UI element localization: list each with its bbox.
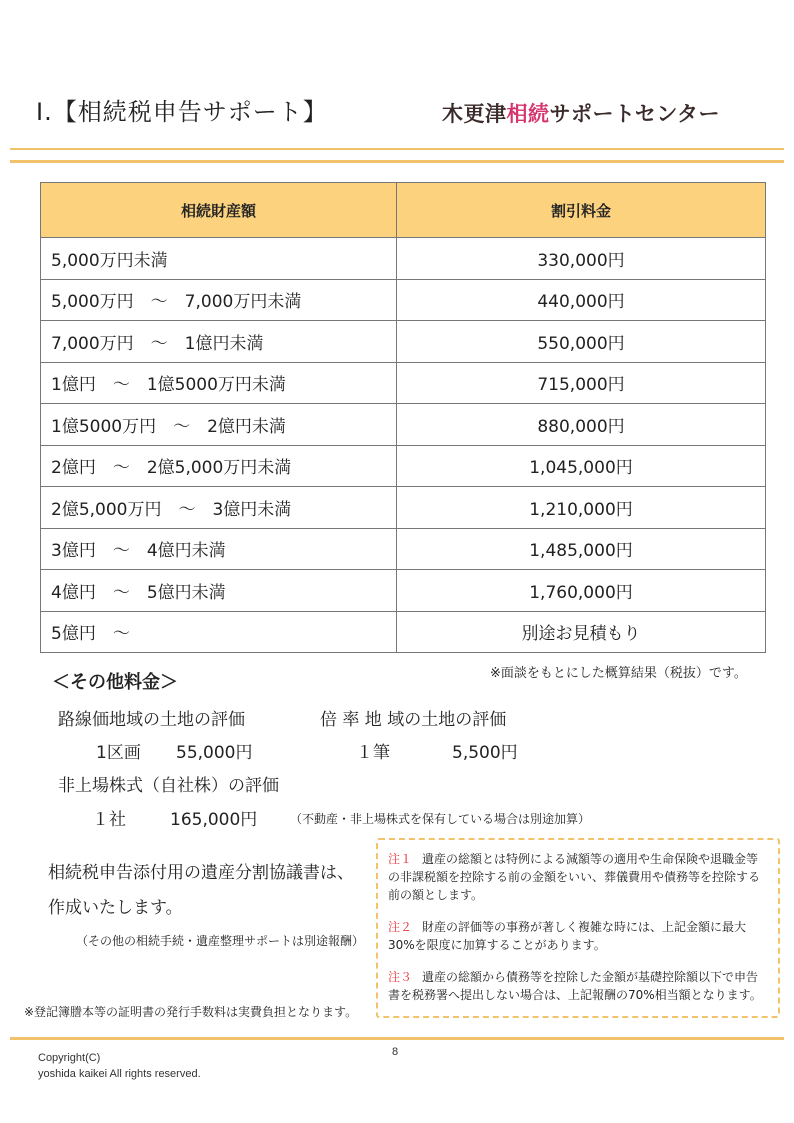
table-row: [41, 362, 766, 404]
fee-cell: 330,000円: [397, 238, 766, 280]
page-number: 8: [392, 1046, 399, 1058]
fee-table: [40, 182, 766, 653]
stock-unit: １社: [92, 810, 126, 830]
table-row: [41, 528, 766, 570]
stock-price: 165,000円: [170, 810, 258, 830]
tax-note: ※面談をもとにした概算結果（税抜）です。: [490, 666, 747, 681]
fee-cell: 1,485,000円: [397, 528, 766, 570]
table-row: [41, 404, 766, 446]
fee-cell: 別途お見積もり: [397, 611, 766, 653]
fee-cell: 1,760,000円: [397, 570, 766, 612]
estate-range-cell: 2億円 ～ 2億5,000万円未満: [41, 445, 397, 487]
stock-label: 非上場株式（自社株）の評価: [58, 776, 279, 796]
table-row: [41, 238, 766, 280]
estate-range-cell: 4億円 ～ 5億円未満: [41, 570, 397, 612]
notes-box: [376, 838, 780, 1018]
note-1-label: 注１: [388, 852, 413, 866]
brand-logo-text: [442, 98, 720, 128]
note-2-label: 注２: [388, 920, 413, 934]
copyright-line-1: Copyright(C): [38, 1052, 101, 1064]
note-1-text: 遺産の総額とは特例による減額等の適用や生命保険や退職金等の非課税額を控除する前の金額をいい、葬儀費用や債務等を控除する前の額とします。: [388, 852, 761, 902]
brand-text-highlight: 相続: [506, 102, 550, 126]
declaration-line-3: （その他の相続手続・遺産整理サポートは別途報酬）: [76, 934, 365, 948]
table-row: [41, 279, 766, 321]
estate-range-cell: 3億円 ～ 4億円未満: [41, 528, 397, 570]
fee-cell: 1,045,000円: [397, 445, 766, 487]
fee-cell: 440,000円: [397, 279, 766, 321]
copyright: [38, 1050, 201, 1082]
fee-cell: 1,210,000円: [397, 487, 766, 529]
note-1: [388, 850, 768, 904]
fee-table-header-row: [41, 183, 766, 238]
note-3-label: 注３: [388, 970, 413, 984]
ratio-label: 倍 率 地 域の土地の評価: [320, 710, 507, 730]
footer-rule: [10, 1037, 784, 1040]
brand-text-pre: 木更津: [442, 102, 507, 126]
table-row: [41, 570, 766, 612]
table-row: [41, 487, 766, 529]
other-fees-title: ＜その他料金＞: [52, 672, 178, 693]
road-unit: 1区画: [96, 743, 141, 763]
fee-table-header-estate: 相続財産額: [41, 183, 397, 238]
estate-range-cell: 5億円 ～: [41, 611, 397, 653]
estate-range-cell: 1億円 ～ 1億5000万円未満: [41, 362, 397, 404]
table-row: [41, 445, 766, 487]
road-price: 55,000円: [176, 743, 253, 763]
header-rule-thick: [10, 160, 784, 163]
ratio-unit: １筆: [356, 743, 390, 763]
estate-range-cell: 1億5000万円 ～ 2億円未満: [41, 404, 397, 446]
road-price-label: 路線価地域の土地の評価: [58, 710, 245, 730]
copyright-line-2: yoshida kaikei All rights reserved.: [38, 1068, 201, 1080]
estate-range-cell: 2億5,000万円 ～ 3億円未満: [41, 487, 397, 529]
note-2: [388, 918, 768, 954]
stock-note: （不動産・非上場株式を保有している場合は別途加算）: [290, 812, 591, 826]
page-title: Ⅰ.【相続税申告サポート】: [36, 98, 328, 126]
estate-range-cell: 5,000万円 ～ 7,000万円未満: [41, 279, 397, 321]
note-2-text: 財産の評価等の事務が著しく複雑な時には、上記金額に最大30%を限度に加算することがあります。: [388, 920, 747, 952]
registry-note: ※登記簿謄本等の証明書の発行手数料は実費負担となります。: [24, 1005, 358, 1019]
estate-range-cell: 5,000万円未満: [41, 238, 397, 280]
fee-cell: 880,000円: [397, 404, 766, 446]
table-row: [41, 321, 766, 363]
note-3: [388, 968, 768, 1004]
estate-range-cell: 7,000万円 ～ 1億円未満: [41, 321, 397, 363]
note-3-text: 遺産の総額から債務等を控除した金額が基礎控除額以下で申告書を税務署へ提出しない場合は、上記報酬の70%相当額となります。: [388, 970, 762, 1002]
header-rule-thin: [10, 148, 784, 150]
fee-cell: 550,000円: [397, 321, 766, 363]
ratio-price: 5,500円: [452, 743, 518, 763]
brand-text-post: サポートセンター: [549, 102, 721, 126]
declaration-line-1: 相続税申告添付用の遺産分割協議書は、: [48, 863, 354, 883]
table-row: [41, 611, 766, 653]
fee-cell: 715,000円: [397, 362, 766, 404]
fee-table-header-fee: 割引料金: [397, 183, 766, 238]
declaration-line-2: 作成いたします。: [48, 898, 183, 918]
